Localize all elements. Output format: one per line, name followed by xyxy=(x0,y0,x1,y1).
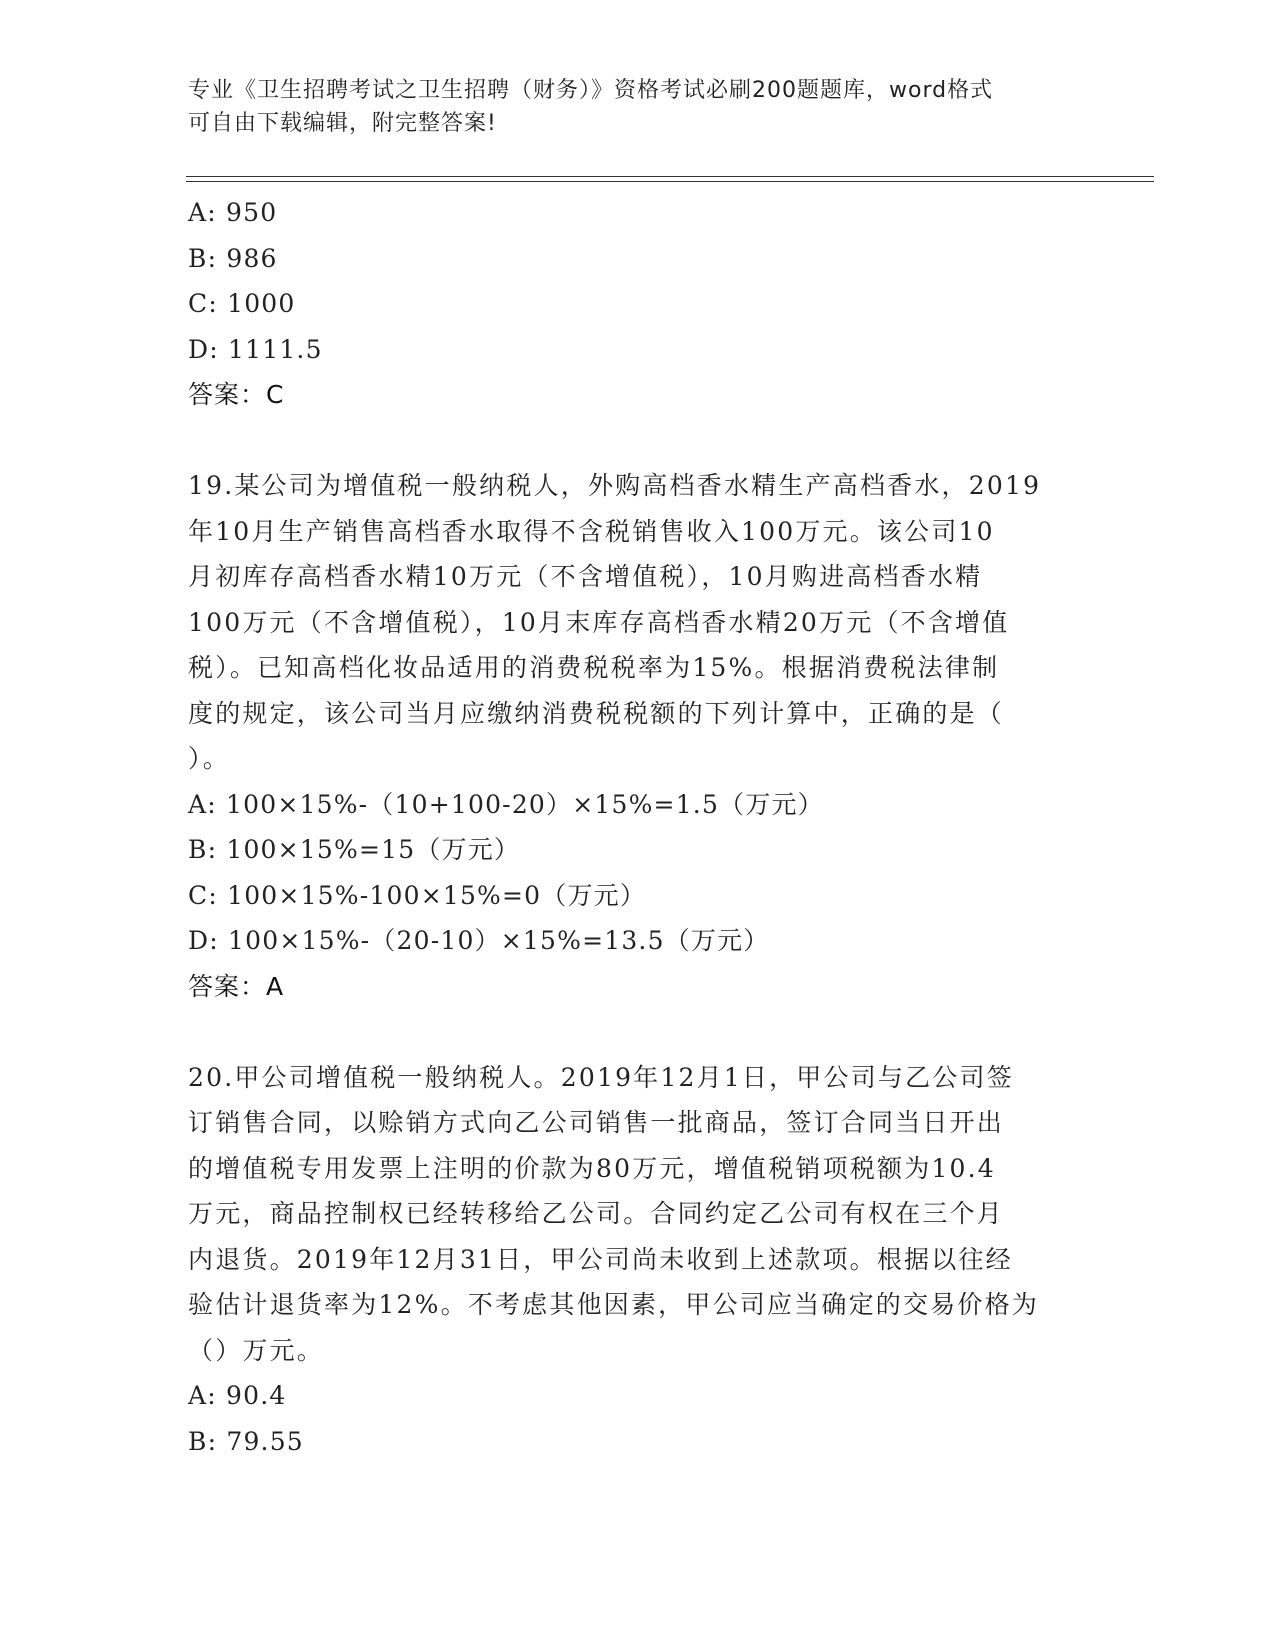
question-20 xyxy=(188,1055,1088,1465)
stem-line: 内退货。2019年12月31日，甲公司尚未收到上述款项。根据以往经 xyxy=(188,1244,1013,1274)
question-stem xyxy=(188,463,1088,782)
stem-line: 的增值税专用发票上注明的价款为80万元，增值税销项税额为10.4 xyxy=(188,1153,996,1183)
stem-line: 100万元（不含增值税），10月末库存高档香水精20万元（不含增值 xyxy=(188,607,1010,637)
stem-line: 万元，商品控制权已经转移给乙公司。合同约定乙公司有权在三个月 xyxy=(188,1199,1005,1228)
stem-line: 月初库存高档香水精10万元（不含增值税），10月购进高档香水精 xyxy=(188,562,983,591)
stem-line: ）。 xyxy=(188,744,230,773)
spacer xyxy=(188,418,1088,464)
option-c: C: 1000 xyxy=(188,289,296,318)
question-18 xyxy=(188,190,1088,418)
stem-line: 度的规定，该公司当月应缴纳消费税税额的下列计算中，正确的是（ xyxy=(188,698,1005,728)
header-divider-top xyxy=(186,176,1154,177)
header-title-line-2: 可自由下载编辑，附完整答案! xyxy=(188,111,497,136)
question-stem xyxy=(188,1055,1088,1374)
option-b: B: 100×15%=15（万元） xyxy=(188,835,521,864)
option-c: C: 100×15%-100×15%=0（万元） xyxy=(188,880,647,910)
option-a: A: 950 xyxy=(188,198,278,227)
stem-line: （）万元。 xyxy=(188,1335,325,1365)
option-b: B: 79.55 xyxy=(188,1426,304,1456)
stem-line: 税）。已知高档化妆品适用的消费税税率为15%。根据消费税法律制 xyxy=(188,653,1000,682)
header-divider-bottom xyxy=(186,181,1154,182)
question-19 xyxy=(188,463,1088,1009)
option-a: A: 90.4 xyxy=(188,1381,287,1410)
stem-line: 验估计退货率为12%。不考虑其他因素，甲公司应当确定的交易价格为 xyxy=(188,1290,1039,1319)
option-b: B: 986 xyxy=(188,243,278,273)
stem-line: 20.甲公司增值税一般纳税人。2019年12月1日，甲公司与乙公司签 xyxy=(188,1062,1014,1092)
option-d: D: 100×15%-（20-10）×15%=13.5（万元） xyxy=(188,926,770,955)
answer-line: 答案：C xyxy=(188,380,285,409)
stem-line: 订销售合同，以赊销方式向乙公司销售一批商品，签订合同当日开出 xyxy=(188,1108,1005,1137)
stem-line: 19.某公司为增值税一般纳税人，外购高档香水精生产高档香水，2019 xyxy=(188,471,1042,500)
document-body xyxy=(188,190,1088,1464)
spacer xyxy=(188,1009,1088,1055)
option-d: D: 1111.5 xyxy=(188,334,323,364)
option-a: A: 100×15%-（10+100-20）×15%=1.5（万元） xyxy=(188,789,824,819)
header-title-line-1: 专业《卫生招聘考试之卫生招聘（财务）》资格考试必刷200题题库，word格式 xyxy=(188,78,994,103)
stem-line: 年10月生产销售高档香水取得不含税销售收入100万元。该公司10 xyxy=(188,516,995,546)
answer-line: 答案：A xyxy=(188,971,285,1001)
document-header xyxy=(188,74,1088,140)
